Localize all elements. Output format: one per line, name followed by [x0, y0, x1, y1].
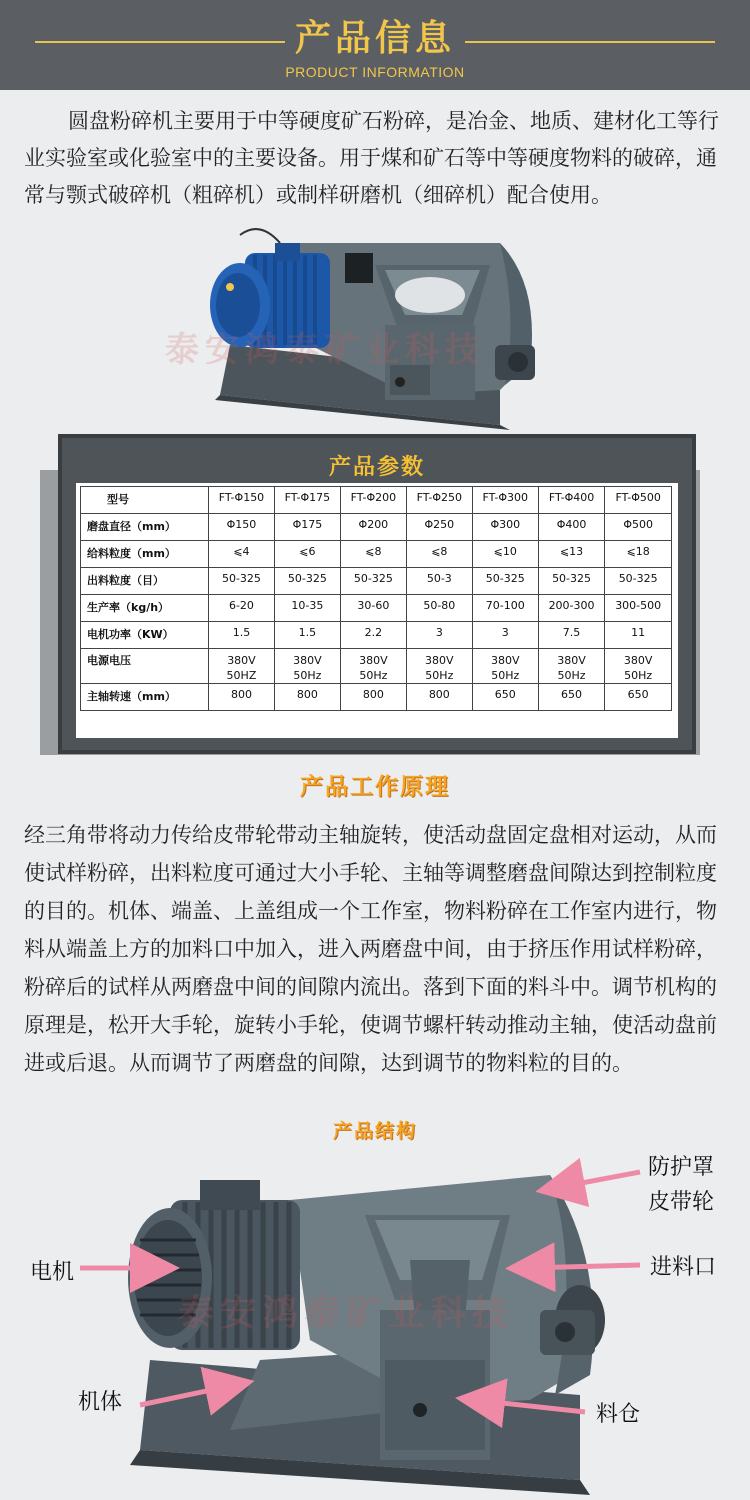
label-bin: 料仓 — [596, 1402, 641, 1427]
table-row — [81, 622, 672, 649]
table-cell: 2.2 — [340, 622, 406, 649]
table-cell: 50-3 — [406, 568, 472, 595]
table-cell: Φ150 — [208, 514, 274, 541]
header-band — [0, 0, 750, 90]
table-row — [81, 541, 672, 568]
table-cell — [406, 649, 472, 684]
params-table — [80, 486, 672, 711]
table-cell: 800 — [406, 684, 472, 711]
page-title: 产品信息 — [294, 18, 455, 59]
table-cell — [605, 649, 672, 684]
model-cell: FT-Φ500 — [605, 487, 672, 514]
frequency-value: 50Hz — [359, 669, 388, 682]
table-cell — [340, 649, 406, 684]
table-cell: 50-325 — [538, 568, 605, 595]
params-table-area — [76, 483, 678, 738]
table-cell: 3 — [406, 622, 472, 649]
model-cell: FT-Φ250 — [406, 487, 472, 514]
frequency-value: 50Hz — [557, 669, 586, 682]
row-label: 电机功率（KW） — [81, 622, 209, 649]
frequency-value: 50Hz — [293, 669, 322, 682]
intro-paragraph: 圆盘粉碎机主要用于中等硬度矿石粉碎，是冶金、地质、建材化工等行业实验室或化验室中的主要设备。用于煤和矿石等中等硬度物料的破碎，通常与颚式破碎机（粗碎机）或制样研磨机（细碎机）配合使用。 — [24, 109, 719, 207]
params-panel — [62, 438, 692, 750]
table-cell — [538, 649, 605, 684]
table-cell: ⩽8 — [340, 541, 406, 568]
table-cell: 1.5 — [274, 622, 340, 649]
table-cell: 800 — [208, 684, 274, 711]
table-cell: 50-325 — [208, 568, 274, 595]
params-title: 产品参数 — [328, 455, 425, 480]
table-cell: ⩽8 — [406, 541, 472, 568]
arrow-bin — [475, 1400, 585, 1412]
table-cell: 200-300 — [538, 595, 605, 622]
page-subtitle: PRODUCT INFORMATION — [285, 64, 465, 80]
frequency-value: 50Hz — [425, 669, 454, 682]
table-cell — [274, 649, 340, 684]
structure-title: 产品结构 — [332, 1120, 417, 1142]
row-label: 电源电压 — [81, 649, 209, 684]
table-cell: 1.5 — [208, 622, 274, 649]
table-cell: ⩽18 — [605, 541, 672, 568]
table-cell: 6-20 — [208, 595, 274, 622]
table-row — [81, 684, 672, 711]
voltage-value: 380V — [425, 654, 454, 667]
principle-title: 产品工作原理 — [300, 774, 450, 800]
watermark-top: 泰安鸿泰矿业科技 — [165, 330, 485, 370]
table-cell: 30-60 — [340, 595, 406, 622]
table-cell: Φ400 — [538, 514, 605, 541]
table-cell — [208, 649, 274, 684]
frequency-value: 50Hz — [624, 669, 653, 682]
voltage-value: 380V — [623, 654, 653, 667]
frequency-value: 50HZ — [226, 669, 257, 682]
table-cell: Φ175 — [274, 514, 340, 541]
table-cell: ⩽6 — [274, 541, 340, 568]
table-row — [81, 568, 672, 595]
table-header-label: 型号 — [81, 487, 209, 514]
table-cell: 11 — [605, 622, 672, 649]
label-motor: 电机 — [30, 1260, 75, 1285]
model-cell: FT-Φ150 — [208, 487, 274, 514]
arrow-body — [140, 1385, 235, 1405]
table-cell: ⩽4 — [208, 541, 274, 568]
table-cell: 50-325 — [274, 568, 340, 595]
table-cell — [472, 649, 538, 684]
voltage-value: 380V — [359, 654, 388, 667]
label-pulley: 皮带轮 — [648, 1190, 715, 1215]
table-row — [81, 649, 672, 684]
row-label: 出料粒度（目） — [81, 568, 209, 595]
table-cell: 50-325 — [472, 568, 538, 595]
row-label: 给料粒度（mm） — [81, 541, 209, 568]
label-inlet: 进料口 — [650, 1255, 717, 1280]
table-cell: Φ500 — [605, 514, 672, 541]
table-cell: 50-325 — [605, 568, 672, 595]
arrow-inlet — [525, 1265, 640, 1268]
voltage-value: 380V — [293, 654, 322, 667]
watermark-structure: 泰安鸿泰矿业科技 — [178, 1293, 515, 1334]
table-cell: 70-100 — [472, 595, 538, 622]
row-label: 磨盘直径（mm） — [81, 514, 209, 541]
table-row — [81, 514, 672, 541]
arrow-guard — [555, 1172, 640, 1188]
arrows-layer — [0, 1150, 750, 1500]
table-cell: ⩽13 — [538, 541, 605, 568]
table-cell: 800 — [340, 684, 406, 711]
table-cell: 10-35 — [274, 595, 340, 622]
table-cell: 7.5 — [538, 622, 605, 649]
table-cell: 50-80 — [406, 595, 472, 622]
frequency-value: 50Hz — [491, 669, 520, 682]
table-row — [81, 487, 672, 514]
table-cell: 650 — [538, 684, 605, 711]
voltage-value: 380V — [227, 654, 256, 667]
table-cell: ⩽10 — [472, 541, 538, 568]
table-cell: 650 — [472, 684, 538, 711]
table-row — [81, 595, 672, 622]
table-cell: Φ300 — [472, 514, 538, 541]
model-cell: FT-Φ300 — [472, 487, 538, 514]
model-cell: FT-Φ200 — [340, 487, 406, 514]
table-cell: Φ200 — [340, 514, 406, 541]
table-cell: 650 — [605, 684, 672, 711]
label-guard: 防护罩 — [648, 1155, 715, 1180]
voltage-value: 380V — [491, 654, 520, 667]
row-label: 主轴转速（mm） — [81, 684, 209, 711]
table-cell: Φ250 — [406, 514, 472, 541]
voltage-value: 380V — [557, 654, 586, 667]
table-cell: 800 — [274, 684, 340, 711]
model-cell: FT-Φ175 — [274, 487, 340, 514]
row-label: 生产率（kg/h） — [81, 595, 209, 622]
table-cell: 50-325 — [340, 568, 406, 595]
principle-paragraph: 经三角带将动力传给皮带轮带动主轴旋转，使活动盘固定盘相对运动，从而使试样粉碎，出料粒度可通过大小手轮、主轴等调整磨盘间隙达到控制粒度的目的。机体、端盖、上盖组成一个工作室，物料粉碎在工作室内进行，物料从端盖上方的加料口中加入，进入两磨盘中间，由于挤压作用试样粉碎，粉碎后的试样从两磨盘中间的间隙内流出。落到下面的料斗中。调节机构的原理是，松开大手轮，旋转小手轮，使调节螺杆转动推动主轴，使活动盘前进或后退。从而调节了两磨盘的间隙，达到调节的物料粒的目的。 — [24, 823, 717, 1075]
table-cell: 3 — [472, 622, 538, 649]
label-body: 机体 — [78, 1390, 123, 1415]
table-cell: 300-500 — [605, 595, 672, 622]
model-cell: FT-Φ400 — [538, 487, 605, 514]
